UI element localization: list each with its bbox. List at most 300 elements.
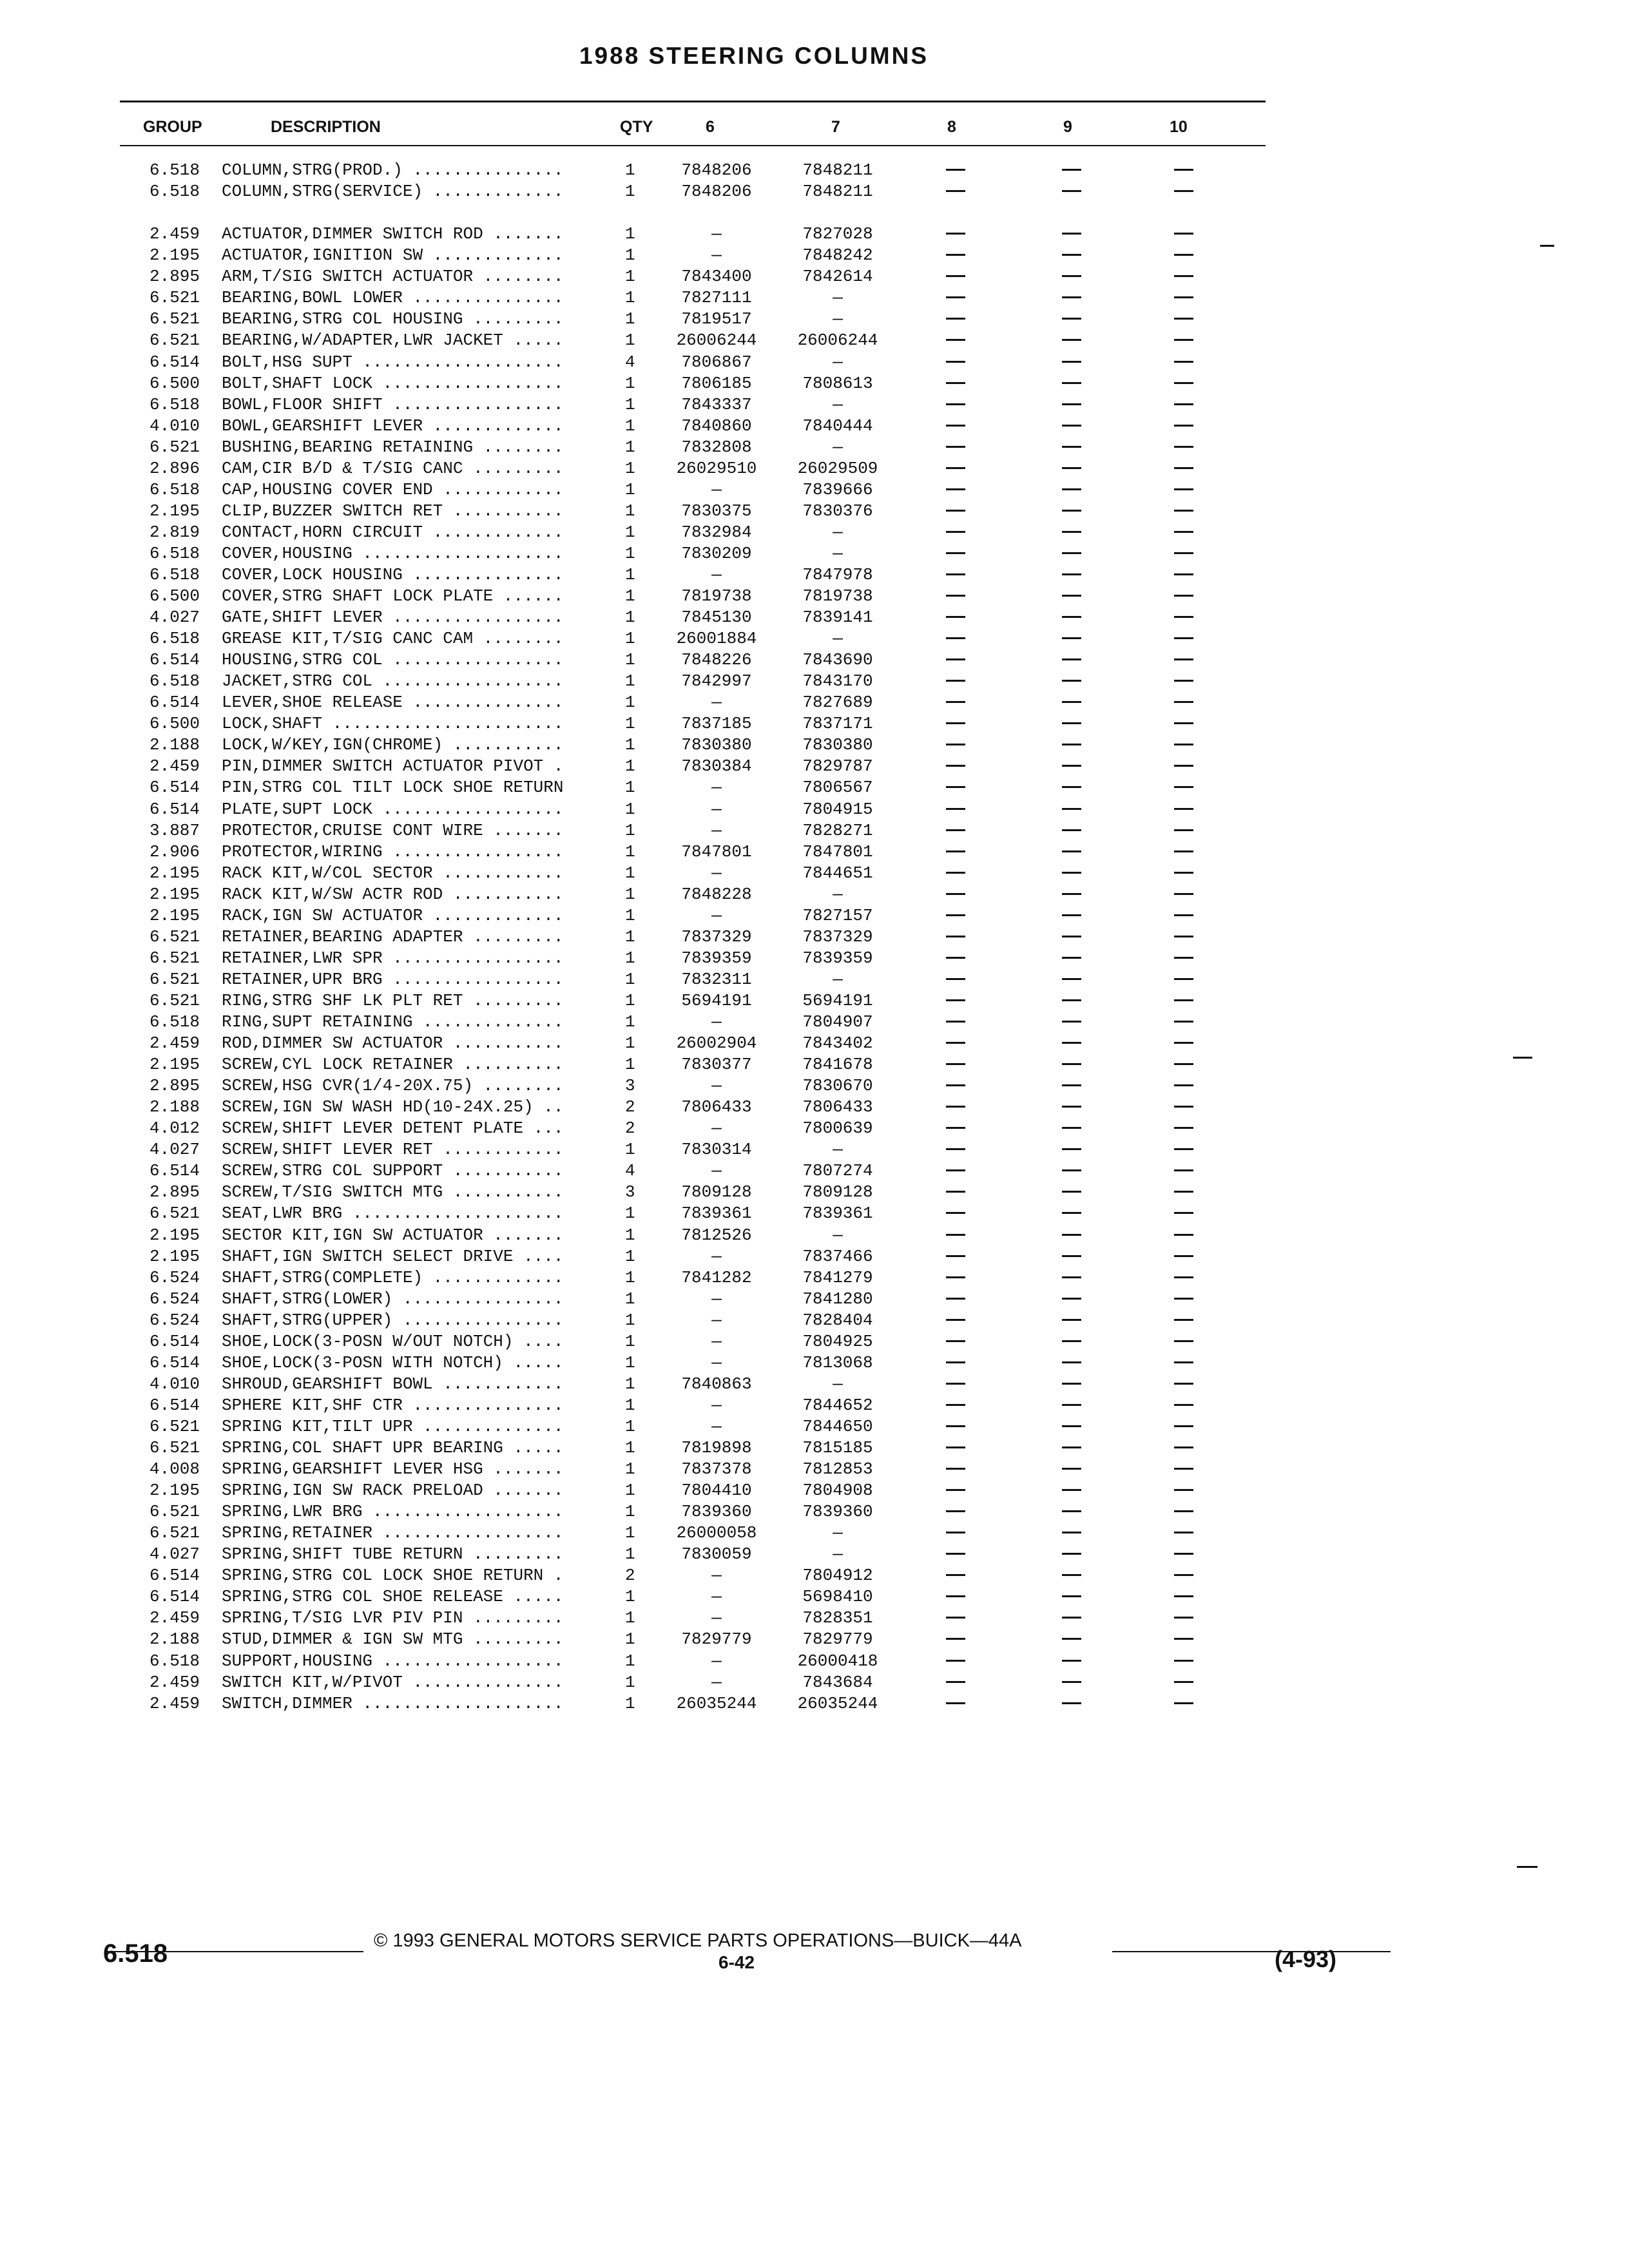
not-applicable-dash-col-10	[1174, 573, 1193, 575]
not-applicable-dash-col-10	[1174, 1574, 1193, 1576]
not-applicable-dash-col-9	[1062, 361, 1081, 363]
not-applicable-dash-col-8	[946, 786, 965, 788]
part-group-number: 6.524	[149, 1267, 200, 1287]
not-applicable-dash-col-9	[1062, 1489, 1081, 1491]
part-quantity: 1	[625, 671, 635, 691]
part-description: CONTACT,HORN CIRCUIT .............	[222, 522, 564, 542]
table-row	[0, 756, 1282, 777]
part-group-number: 2.459	[149, 224, 200, 244]
part-number-col-6: —	[711, 799, 722, 819]
not-applicable-dash-col-10	[1174, 893, 1193, 895]
part-number-col-7: —	[833, 1374, 843, 1394]
part-group-number: 2.195	[149, 905, 200, 925]
not-applicable-dash-col-8	[946, 1383, 965, 1385]
part-quantity: 1	[625, 1204, 635, 1224]
part-quantity: 1	[625, 267, 635, 287]
not-applicable-dash-col-10	[1174, 382, 1193, 384]
part-description: SCREW,CYL LOCK RETAINER ..........	[222, 1055, 564, 1075]
part-quantity: 1	[625, 1672, 635, 1692]
part-group-number: 3.887	[149, 820, 200, 840]
not-applicable-dash-col-8	[946, 1063, 965, 1065]
not-applicable-dash-col-10	[1174, 254, 1193, 256]
not-applicable-dash-col-8	[946, 850, 965, 852]
not-applicable-dash-col-10	[1174, 978, 1193, 980]
part-number-col-7: —	[833, 1544, 843, 1564]
part-group-number: 2.459	[149, 756, 200, 776]
not-applicable-dash-col-8	[946, 1298, 965, 1300]
not-applicable-dash-col-10	[1174, 957, 1193, 959]
not-applicable-dash-col-8	[946, 1617, 965, 1619]
part-description: LOCK,W/KEY,IGN(CHROME) ...........	[222, 735, 564, 755]
part-number-col-6: 7837329	[681, 927, 752, 947]
not-applicable-dash-col-10	[1174, 1361, 1193, 1363]
not-applicable-dash-col-8	[946, 425, 965, 427]
footer-copyright: © 1993 GENERAL MOTORS SERVICE PARTS OPERATIONS—BUICK—44A	[374, 1930, 1022, 1951]
part-description: SWITCH KIT,W/PIVOT ...............	[222, 1672, 564, 1692]
part-description: BOLT,SHAFT LOCK ..................	[222, 373, 564, 393]
not-applicable-dash-col-10	[1174, 552, 1193, 554]
part-group-number: 6.518	[149, 479, 200, 499]
not-applicable-dash-col-10	[1174, 1404, 1193, 1406]
part-number-col-7: —	[833, 352, 843, 372]
part-number-col-6: 7832808	[681, 437, 752, 457]
not-applicable-dash-col-9	[1062, 1084, 1081, 1086]
not-applicable-dash-col-8	[946, 1148, 965, 1150]
table-row	[0, 352, 1282, 373]
part-description: SPRING,GEARSHIFT LEVER HSG .......	[222, 1459, 564, 1479]
not-applicable-dash-col-9	[1062, 531, 1081, 533]
not-applicable-dash-col-8	[946, 1212, 965, 1214]
not-applicable-dash-col-8	[946, 467, 965, 469]
part-group-number: 2.195	[149, 1246, 200, 1266]
part-number-col-7: 7847801	[802, 841, 873, 861]
column-header-qty: QTY	[620, 118, 653, 136]
part-description: RACK,IGN SW ACTUATOR .............	[222, 905, 564, 925]
part-quantity: 1	[625, 564, 635, 584]
part-group-number: 2.906	[149, 841, 200, 861]
not-applicable-dash-col-8	[946, 637, 965, 639]
part-number-col-6: 7848228	[681, 884, 752, 904]
not-applicable-dash-col-8	[946, 978, 965, 980]
part-quantity: 4	[625, 352, 635, 372]
not-applicable-dash-col-9	[1062, 1234, 1081, 1236]
part-number-col-6: 7827111	[681, 288, 752, 308]
not-applicable-dash-col-8	[946, 1489, 965, 1491]
not-applicable-dash-col-10	[1174, 701, 1193, 703]
part-quantity: 1	[625, 1140, 635, 1160]
part-quantity: 1	[625, 693, 635, 713]
part-description: COVER,HOUSING ....................	[222, 543, 564, 563]
part-quantity: 1	[625, 1481, 635, 1501]
part-description: GREASE KIT,T/SIG CANC CAM ........	[222, 629, 564, 649]
not-applicable-dash-col-8	[946, 1638, 965, 1640]
part-description: SPRING,SHIFT TUBE RETURN .........	[222, 1544, 564, 1564]
part-description: SPRING,IGN SW RACK PRELOAD .......	[222, 1481, 564, 1501]
not-applicable-dash-col-10	[1174, 850, 1193, 852]
part-description: JACKET,STRG COL ..................	[222, 671, 564, 691]
part-quantity: 3	[625, 1076, 635, 1096]
part-number-col-7: 7807274	[802, 1161, 873, 1181]
not-applicable-dash-col-8	[946, 936, 965, 937]
part-quantity: 1	[625, 1416, 635, 1436]
part-number-col-7: 7837329	[802, 927, 873, 947]
part-description: PLATE,SUPT LOCK ..................	[222, 799, 564, 819]
table-row	[0, 884, 1282, 905]
part-quantity: 1	[625, 1438, 635, 1457]
part-group-number: 2.895	[149, 1076, 200, 1096]
part-group-number: 2.895	[149, 267, 200, 287]
not-applicable-dash-col-10	[1174, 744, 1193, 745]
not-applicable-dash-col-9	[1062, 850, 1081, 852]
part-number-col-6: —	[711, 245, 722, 265]
table-row	[0, 628, 1282, 649]
part-number-col-6: —	[711, 1352, 722, 1372]
table-row	[0, 1097, 1282, 1118]
not-applicable-dash-col-8	[946, 957, 965, 959]
part-quantity: 1	[625, 501, 635, 521]
part-quantity: 1	[625, 437, 635, 457]
margin-mark	[1540, 245, 1554, 247]
table-row	[0, 799, 1282, 820]
not-applicable-dash-col-8	[946, 1234, 965, 1236]
part-description: SPRING,STRG COL LOCK SHOE RETURN .	[222, 1566, 564, 1586]
part-description: STUD,DIMMER & IGN SW MTG .........	[222, 1629, 564, 1649]
not-applicable-dash-col-10	[1174, 1617, 1193, 1619]
part-number-col-6: —	[711, 1076, 722, 1096]
column-header-7: 7	[831, 118, 840, 136]
part-number-col-7: 7819738	[802, 586, 873, 606]
not-applicable-dash-col-9	[1062, 1276, 1081, 1278]
part-group-number: 6.514	[149, 1566, 200, 1586]
part-number-col-6: 7842997	[681, 671, 752, 691]
not-applicable-dash-col-8	[946, 722, 965, 724]
not-applicable-dash-col-8	[946, 808, 965, 810]
part-number-col-6: —	[711, 1395, 722, 1415]
part-number-col-7: 5698410	[802, 1587, 873, 1607]
part-description: RETAINER,BEARING ADAPTER .........	[222, 927, 564, 947]
not-applicable-dash-col-10	[1174, 1595, 1193, 1597]
header-bottom-rule	[120, 145, 1266, 146]
part-quantity: 1	[625, 586, 635, 606]
part-quantity: 1	[625, 778, 635, 798]
part-description: BEARING,BOWL LOWER ...............	[222, 288, 564, 308]
part-number-col-7: 7804908	[802, 1481, 873, 1501]
not-applicable-dash-col-8	[946, 169, 965, 171]
part-quantity: 1	[625, 990, 635, 1010]
part-quantity: 1	[625, 1629, 635, 1649]
part-quantity: 1	[625, 735, 635, 755]
part-number-col-7: —	[833, 437, 843, 457]
not-applicable-dash-col-9	[1062, 510, 1081, 512]
footer-group-number: 6.518	[103, 1939, 168, 1968]
part-number-col-6: 5694191	[681, 990, 752, 1010]
part-description: PIN,STRG COL TILT LOCK SHOE RETURN	[222, 778, 564, 798]
part-group-number: 6.521	[149, 331, 200, 351]
not-applicable-dash-col-9	[1062, 1425, 1081, 1427]
part-group-number: 6.518	[149, 671, 200, 691]
not-applicable-dash-col-8	[946, 1127, 965, 1129]
not-applicable-dash-col-9	[1062, 1383, 1081, 1385]
part-number-col-6: 7832311	[681, 969, 752, 989]
not-applicable-dash-col-8	[946, 446, 965, 448]
part-group-number: 6.514	[149, 650, 200, 670]
part-description: SHOE,LOCK(3-POSN WITH NOTCH) .....	[222, 1352, 564, 1372]
part-description: RACK KIT,W/COL SECTOR ............	[222, 863, 564, 883]
part-description: CLIP,BUZZER SWITCH RET ...........	[222, 501, 564, 521]
part-number-col-6: 26000058	[676, 1523, 757, 1543]
part-number-col-6: 7819738	[681, 586, 752, 606]
not-applicable-dash-col-8	[946, 872, 965, 874]
part-group-number: 2.195	[149, 884, 200, 904]
table-row	[0, 692, 1282, 713]
not-applicable-dash-col-9	[1062, 658, 1081, 660]
part-number-col-6: —	[711, 1012, 722, 1032]
part-group-number: 2.195	[149, 1225, 200, 1245]
part-quantity: 1	[625, 1523, 635, 1543]
not-applicable-dash-col-10	[1174, 467, 1193, 469]
column-header-group: GROUP	[143, 118, 202, 136]
not-applicable-dash-col-9	[1062, 1404, 1081, 1406]
not-applicable-dash-col-8	[946, 1595, 965, 1597]
part-quantity: 1	[625, 245, 635, 265]
table-row	[0, 607, 1282, 628]
part-description: SHAFT,STRG(UPPER) ................	[222, 1310, 564, 1330]
part-quantity: 1	[625, 373, 635, 393]
margin-mark	[1513, 1057, 1532, 1059]
part-group-number: 4.010	[149, 1374, 200, 1394]
table-row	[0, 1118, 1282, 1139]
not-applicable-dash-col-9	[1062, 1319, 1081, 1321]
table-row	[0, 1395, 1282, 1416]
part-description: SPRING,LWR BRG ...................	[222, 1502, 564, 1522]
not-applicable-dash-col-9	[1062, 595, 1081, 597]
part-description: RETAINER,UPR BRG .................	[222, 969, 564, 989]
not-applicable-dash-col-9	[1062, 1468, 1081, 1470]
part-description: ACTUATOR,IGNITION SW .............	[222, 245, 564, 265]
part-description: PROTECTOR,CRUISE CONT WIRE .......	[222, 820, 564, 840]
part-number-col-6: 7837378	[681, 1459, 752, 1479]
part-description: RACK KIT,W/SW ACTR ROD ...........	[222, 884, 564, 904]
part-description: SEAT,LWR BRG .....................	[222, 1204, 564, 1224]
not-applicable-dash-col-10	[1174, 1234, 1193, 1236]
table-row	[0, 501, 1282, 522]
not-applicable-dash-col-9	[1062, 296, 1081, 298]
part-quantity: 1	[625, 543, 635, 563]
part-description: ACTUATOR,DIMMER SWITCH ROD .......	[222, 224, 564, 244]
part-number-col-7: 7808613	[802, 373, 873, 393]
not-applicable-dash-col-10	[1174, 637, 1193, 639]
part-number-col-7: —	[833, 1140, 843, 1160]
part-quantity: 1	[625, 331, 635, 351]
part-number-col-6: 7847801	[681, 841, 752, 861]
table-row	[0, 266, 1282, 287]
part-number-col-6: 7843400	[681, 267, 752, 287]
not-applicable-dash-col-8	[946, 488, 965, 490]
part-group-number: 6.521	[149, 1523, 200, 1543]
part-number-col-7: 7844650	[802, 1416, 873, 1436]
table-row	[0, 1289, 1282, 1310]
table-row	[0, 1672, 1282, 1693]
part-quantity: 1	[625, 479, 635, 499]
part-number-col-7: 26000418	[797, 1651, 878, 1671]
part-number-col-6: 26035244	[676, 1693, 757, 1713]
part-group-number: 6.514	[149, 1587, 200, 1607]
not-applicable-dash-col-8	[946, 1425, 965, 1427]
not-applicable-dash-col-10	[1174, 1638, 1193, 1640]
not-applicable-dash-col-8	[946, 1702, 965, 1704]
table-row	[0, 990, 1282, 1012]
part-number-col-6: 7806433	[681, 1097, 752, 1117]
not-applicable-dash-col-8	[946, 658, 965, 660]
table-row	[0, 1012, 1282, 1033]
not-applicable-dash-col-10	[1174, 1084, 1193, 1086]
part-number-col-6: 7845130	[681, 608, 752, 627]
not-applicable-dash-col-8	[946, 361, 965, 363]
part-quantity: 2	[625, 1119, 635, 1139]
not-applicable-dash-col-9	[1062, 808, 1081, 810]
part-description: SPRING,STRG COL SHOE RELEASE .....	[222, 1587, 564, 1607]
part-group-number: 6.514	[149, 352, 200, 372]
part-number-col-6: —	[711, 1566, 722, 1586]
part-quantity: 1	[625, 608, 635, 627]
part-group-number: 4.027	[149, 1544, 200, 1564]
not-applicable-dash-col-8	[946, 914, 965, 916]
not-applicable-dash-col-9	[1062, 339, 1081, 341]
not-applicable-dash-col-9	[1062, 1510, 1081, 1512]
not-applicable-dash-col-9	[1062, 786, 1081, 788]
not-applicable-dash-col-8	[946, 403, 965, 405]
part-number-col-7: 7840444	[802, 416, 873, 436]
part-number-col-6: 26002904	[676, 1033, 757, 1053]
not-applicable-dash-col-9	[1062, 1063, 1081, 1065]
part-number-col-7: 26029509	[797, 458, 878, 478]
not-applicable-dash-col-8	[946, 1021, 965, 1023]
not-applicable-dash-col-9	[1062, 1212, 1081, 1214]
part-description: BEARING,STRG COL HOUSING .........	[222, 309, 564, 329]
part-group-number: 4.027	[149, 1140, 200, 1160]
not-applicable-dash-col-9	[1062, 1148, 1081, 1150]
not-applicable-dash-col-10	[1174, 1532, 1193, 1533]
not-applicable-dash-col-10	[1174, 765, 1193, 767]
not-applicable-dash-col-9	[1062, 829, 1081, 831]
not-applicable-dash-col-9	[1062, 552, 1081, 554]
part-number-col-7: 7843690	[802, 650, 873, 670]
not-applicable-dash-col-10	[1174, 1127, 1193, 1129]
table-row	[0, 1033, 1282, 1054]
not-applicable-dash-col-9	[1062, 1340, 1081, 1342]
not-applicable-dash-col-9	[1062, 1553, 1081, 1555]
part-number-col-6: 26006244	[676, 331, 757, 351]
not-applicable-dash-col-8	[946, 595, 965, 597]
part-number-col-6: —	[711, 1246, 722, 1266]
part-number-col-7: —	[833, 309, 843, 329]
part-number-col-7: 7844651	[802, 863, 873, 883]
not-applicable-dash-col-10	[1174, 914, 1193, 916]
part-description: LOCK,SHAFT .......................	[222, 714, 564, 734]
table-row	[0, 1374, 1282, 1395]
not-applicable-dash-col-9	[1062, 1255, 1081, 1257]
table-row	[0, 649, 1282, 671]
part-number-col-7: 7827689	[802, 693, 873, 713]
part-description: SECTOR KIT,IGN SW ACTUATOR .......	[222, 1225, 564, 1245]
part-number-col-7: 7806433	[802, 1097, 873, 1117]
part-quantity: 1	[625, 1352, 635, 1372]
part-group-number: 2.188	[149, 1097, 200, 1117]
part-description: SHAFT,STRG(COMPLETE) .............	[222, 1267, 564, 1287]
part-description: BUSHING,BEARING RETAINING ........	[222, 437, 564, 457]
table-row	[0, 948, 1282, 969]
part-quantity: 2	[625, 1097, 635, 1117]
part-number-col-6: 7819517	[681, 309, 752, 329]
table-row	[0, 841, 1282, 863]
not-applicable-dash-col-9	[1062, 1106, 1081, 1108]
part-group-number: 2.195	[149, 1481, 200, 1501]
table-row	[0, 1203, 1282, 1224]
not-applicable-dash-col-8	[946, 999, 965, 1001]
not-applicable-dash-col-8	[946, 1361, 965, 1363]
not-applicable-dash-col-9	[1062, 1042, 1081, 1044]
part-quantity: 4	[625, 1161, 635, 1181]
part-number-col-7: 7815185	[802, 1438, 873, 1457]
part-description: CAM,CIR B/D & T/SIG CANC .........	[222, 458, 564, 478]
not-applicable-dash-col-9	[1062, 1617, 1081, 1619]
part-quantity: 2	[625, 1566, 635, 1586]
part-quantity: 1	[625, 884, 635, 904]
part-description: SHROUD,GEARSHIFT BOWL ............	[222, 1374, 564, 1394]
not-applicable-dash-col-8	[946, 616, 965, 618]
part-number-col-6: —	[711, 905, 722, 925]
table-row	[0, 543, 1282, 564]
not-applicable-dash-col-8	[946, 233, 965, 235]
not-applicable-dash-col-10	[1174, 510, 1193, 512]
column-header-6: 6	[706, 118, 715, 136]
part-number-col-6: 7830059	[681, 1544, 752, 1564]
part-number-col-6: 7804410	[681, 1481, 752, 1501]
not-applicable-dash-col-8	[946, 190, 965, 192]
not-applicable-dash-col-8	[946, 765, 965, 767]
table-row	[0, 181, 1282, 202]
part-description: COLUMN,STRG(PROD.) ...............	[222, 160, 564, 180]
column-header-8: 8	[947, 118, 956, 136]
table-row	[0, 1437, 1282, 1459]
not-applicable-dash-col-9	[1062, 1446, 1081, 1448]
part-group-number: 4.010	[149, 416, 200, 436]
part-number-col-7: 7806567	[802, 778, 873, 798]
part-description: GATE,SHIFT LEVER .................	[222, 608, 564, 627]
not-applicable-dash-col-9	[1062, 254, 1081, 256]
part-number-col-6: —	[711, 1161, 722, 1181]
part-group-number: 4.008	[149, 1459, 200, 1479]
not-applicable-dash-col-9	[1062, 1169, 1081, 1171]
not-applicable-dash-col-10	[1174, 786, 1193, 788]
part-description: COLUMN,STRG(SERVICE) .............	[222, 182, 564, 202]
part-number-col-7: 7829779	[802, 1629, 873, 1649]
not-applicable-dash-col-8	[946, 1084, 965, 1086]
part-description: BOWL,GEARSHIFT LEVER .............	[222, 416, 564, 436]
part-description: PROTECTOR,WIRING .................	[222, 841, 564, 861]
part-description: SPRING,COL SHAFT UPR BEARING .....	[222, 1438, 564, 1457]
part-group-number: 6.514	[149, 799, 200, 819]
not-applicable-dash-col-10	[1174, 1468, 1193, 1470]
part-quantity: 1	[625, 1055, 635, 1075]
not-applicable-dash-col-9	[1062, 680, 1081, 682]
table-row	[0, 1267, 1282, 1289]
not-applicable-dash-col-10	[1174, 1191, 1193, 1193]
table-row	[0, 969, 1282, 990]
part-description: RING,STRG SHF LK PLT RET .........	[222, 990, 564, 1010]
part-quantity: 1	[625, 1331, 635, 1351]
part-number-col-6: —	[711, 564, 722, 584]
